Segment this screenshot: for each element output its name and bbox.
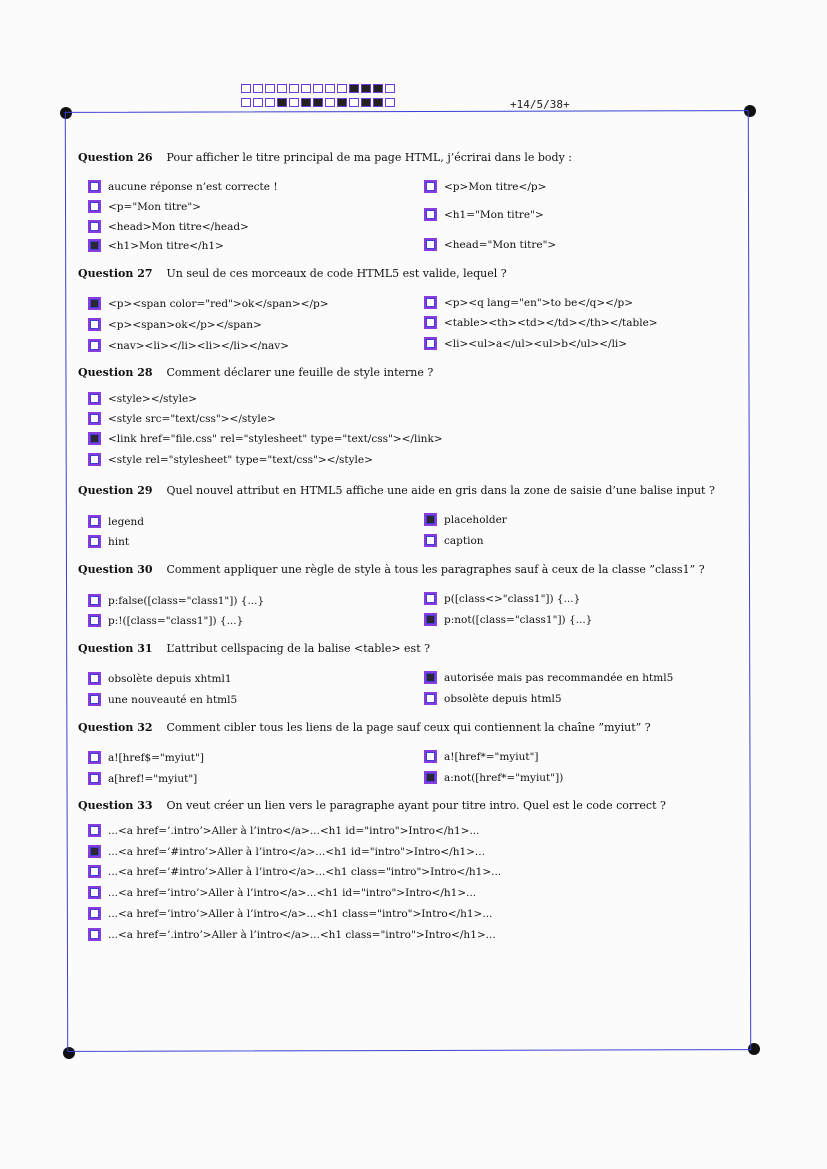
- q33-option-3[interactable]: ...<a href=’#intro’>Aller à l’intro</a>...<h1 class="intro">Intro</h1>...: [88, 865, 501, 878]
- q33-option-1[interactable]: ...<a href=’.intro’>Aller à l’intro</a>...<h1 id="intro">Intro</h1>...: [88, 824, 479, 837]
- q27-option-3[interactable]: <nav><li></li><li></li></nav>: [88, 339, 289, 352]
- checkbox[interactable]: [88, 200, 101, 213]
- checkbox[interactable]: [88, 865, 101, 878]
- checkbox-checked[interactable]: [88, 432, 101, 445]
- checkbox[interactable]: [88, 672, 101, 685]
- q28-option-2[interactable]: <style src="text/css"></style>: [88, 412, 276, 425]
- q27-option-5[interactable]: <table><th><td></td></th></table>: [424, 316, 658, 329]
- checkbox-checked[interactable]: [88, 845, 101, 858]
- checkbox[interactable]: [88, 180, 101, 193]
- q32-option-1[interactable]: a![href$="myiut"]: [88, 751, 204, 764]
- question-27-title: Question 27 Un seul de ces morceaux de code HTML5 est valide, lequel ?: [78, 267, 507, 280]
- q27-option-1[interactable]: <p><span color="red">ok</span></p>: [88, 297, 329, 310]
- q32-option-4[interactable]: a:not([href*="myiut"]): [424, 771, 563, 784]
- checkbox-checked[interactable]: [424, 771, 437, 784]
- checkbox[interactable]: [88, 594, 101, 607]
- q31-option-2[interactable]: une nouveauté en html5: [88, 693, 237, 706]
- q29-option-4[interactable]: caption: [424, 534, 484, 547]
- checkbox[interactable]: [88, 220, 101, 233]
- q28-option-3[interactable]: <link href="file.css" rel="stylesheet" type="text/css"></link>: [88, 432, 443, 445]
- checkbox[interactable]: [424, 316, 437, 329]
- checkbox-checked[interactable]: [424, 613, 437, 626]
- checkbox[interactable]: [424, 592, 437, 605]
- q26-option-7[interactable]: <head="Mon titre">: [424, 238, 556, 251]
- checkbox[interactable]: [424, 750, 437, 763]
- q26-option-2[interactable]: <p="Mon titre">: [88, 200, 201, 213]
- q31-option-3[interactable]: autorisée mais pas recommandée en html5: [424, 671, 673, 684]
- q26-option-4[interactable]: <h1>Mon titre</h1>: [88, 239, 224, 252]
- checkbox-checked[interactable]: [424, 513, 437, 526]
- q30-option-4[interactable]: p:not([class="class1"]) {...}: [424, 613, 592, 626]
- q33-option-4[interactable]: ...<a href=’intro’>Aller à l’intro</a>...<h1 id="intro">Intro</h1>...: [88, 886, 476, 899]
- checkbox[interactable]: [88, 535, 101, 548]
- checkbox[interactable]: [88, 824, 101, 837]
- checkbox[interactable]: [88, 886, 101, 899]
- checkbox[interactable]: [88, 453, 101, 466]
- q28-option-4[interactable]: <style rel="stylesheet" type="text/css"></style>: [88, 453, 373, 466]
- checkbox[interactable]: [424, 180, 437, 193]
- q33-option-5[interactable]: ...<a href=’intro’>Aller à l’intro</a>...<h1 class="intro">Intro</h1>...: [88, 907, 492, 920]
- q26-option-1[interactable]: aucune réponse n’est correcte !: [88, 180, 278, 193]
- barcode-row-2: [241, 98, 395, 107]
- question-30-title: Question 30 Comment appliquer une règle de style à tous les paragraphes sauf à ceux de la classe ”class1” ?: [78, 563, 705, 576]
- checkbox[interactable]: [88, 751, 101, 764]
- question-31-title: Question 31 L’attribut cellspacing de la balise <table> est ?: [78, 642, 431, 655]
- q33-option-6[interactable]: ...<a href=’.intro’>Aller à l’intro</a>...<h1 class="intro">Intro</h1>...: [88, 928, 496, 941]
- checkbox[interactable]: [424, 208, 437, 221]
- question-26-title: Question 26 Pour afficher le titre principal de ma page HTML, j’écrirai dans le body :: [78, 151, 573, 164]
- checkbox-checked[interactable]: [88, 239, 101, 252]
- q29-option-1[interactable]: legend: [88, 515, 144, 528]
- question-33-title: Question 33 On veut créer un lien vers le paragraphe ayant pour titre intro. Quel est le code correct ?: [78, 799, 666, 812]
- checkbox[interactable]: [88, 928, 101, 941]
- q26-option-5[interactable]: <p>Mon titre</p>: [424, 180, 546, 193]
- q31-option-4[interactable]: obsolète depuis html5: [424, 692, 562, 705]
- q27-option-2[interactable]: <p><span>ok</p></span>: [88, 318, 262, 331]
- q32-option-3[interactable]: a![href*="myiut"]: [424, 750, 539, 763]
- checkbox-checked[interactable]: [424, 671, 437, 684]
- q31-option-1[interactable]: obsolète depuis xhtml1: [88, 672, 232, 685]
- q26-option-6[interactable]: <h1="Mon titre">: [424, 208, 544, 221]
- q30-option-2[interactable]: p:!([class="class1"]) {...}: [88, 614, 243, 627]
- q30-option-3[interactable]: p([class<>"class1"]) {...}: [424, 592, 580, 605]
- q33-option-2[interactable]: ...<a href=’#intro’>Aller à l’intro</a>...<h1 id="intro">Intro</h1>...: [88, 845, 485, 858]
- checkbox-checked[interactable]: [88, 297, 101, 310]
- checkbox[interactable]: [424, 534, 437, 547]
- checkbox[interactable]: [88, 693, 101, 706]
- checkbox[interactable]: [88, 392, 101, 405]
- checkbox[interactable]: [88, 772, 101, 785]
- q28-option-1[interactable]: <style></style>: [88, 392, 197, 405]
- checkbox[interactable]: [88, 412, 101, 425]
- checkbox[interactable]: [424, 692, 437, 705]
- q32-option-2[interactable]: a[href!="myiut"]: [88, 772, 197, 785]
- q30-option-1[interactable]: p:false([class="class1"]) {...}: [88, 594, 264, 607]
- page-code: +14/5/38+: [510, 98, 570, 111]
- question-29-title: Question 29 Quel nouvel attribut en HTML5 affiche une aide en gris dans la zone de saisie d’une balise input ?: [78, 484, 715, 497]
- checkbox[interactable]: [88, 515, 101, 528]
- q27-option-4[interactable]: <p><q lang="en">to be</q></p>: [424, 296, 633, 309]
- q29-option-2[interactable]: hint: [88, 535, 129, 548]
- q26-option-3[interactable]: <head>Mon titre</head>: [88, 220, 249, 233]
- barcode-row-1: [241, 84, 395, 93]
- question-32-title: Question 32 Comment cibler tous les liens de la page sauf ceux qui contiennent la chaîne ”myiut” ?: [78, 721, 651, 734]
- checkbox[interactable]: [424, 296, 437, 309]
- q29-option-3[interactable]: placeholder: [424, 513, 507, 526]
- checkbox[interactable]: [88, 614, 101, 627]
- checkbox[interactable]: [88, 339, 101, 352]
- checkbox[interactable]: [88, 907, 101, 920]
- checkbox[interactable]: [424, 337, 437, 350]
- question-28-title: Question 28 Comment déclarer une feuille de style interne ?: [78, 366, 434, 379]
- checkbox[interactable]: [88, 318, 101, 331]
- q27-option-6[interactable]: <li><ul>a</ul><ul>b</ul></li>: [424, 337, 627, 350]
- checkbox[interactable]: [424, 238, 437, 251]
